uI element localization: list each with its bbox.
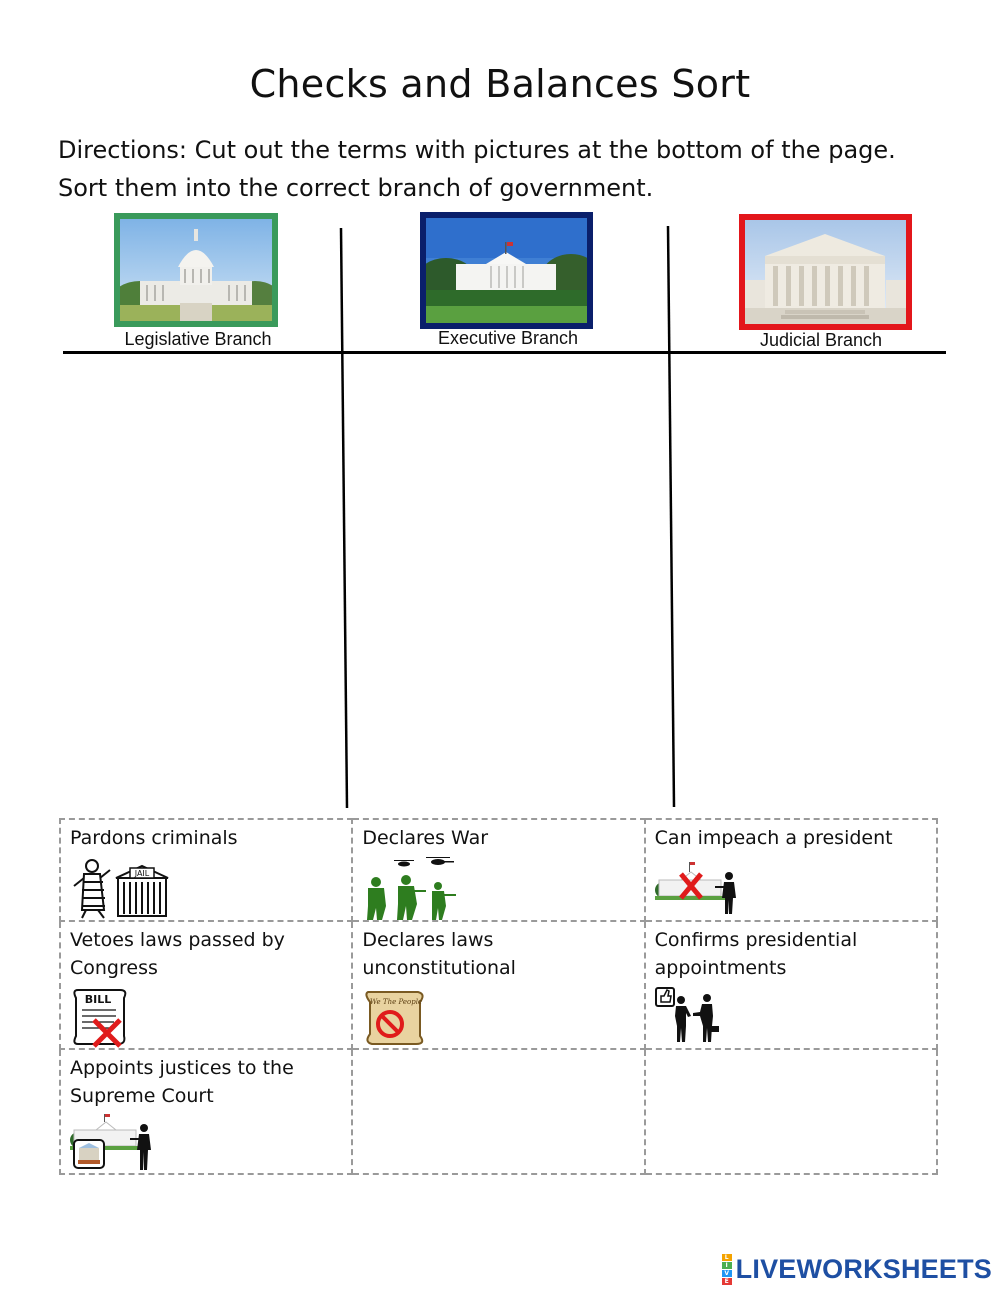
directions-line-2: Sort them into the correct branch of government. xyxy=(58,174,654,202)
white-house-court-person-icon xyxy=(70,1114,160,1172)
card-text: Vetoes laws passed by Congress xyxy=(70,929,285,979)
term-cards-grid xyxy=(59,818,938,1175)
we-the-people-text: We The People xyxy=(370,998,423,1006)
term-card[interactable] xyxy=(352,819,644,921)
legislative-branch-label: Legislative Branch xyxy=(124,329,272,349)
term-card[interactable] xyxy=(352,921,644,1049)
white-house-x-person-icon xyxy=(655,856,745,916)
directions-line-1: Directions: Cut out the terms with pictures at the bottom of the page. xyxy=(58,136,896,164)
card-text: Declares laws unconstitutional xyxy=(362,929,516,979)
term-card-empty xyxy=(352,1049,644,1174)
term-card[interactable] xyxy=(645,921,937,1049)
card-text: Pardons criminals xyxy=(70,827,238,849)
card-text: Confirms presidential appointments xyxy=(654,929,858,979)
executive-branch-label: Executive Branch xyxy=(437,328,579,348)
card-text: Declares War xyxy=(362,827,489,849)
judicial-branch-label: Judicial Branch xyxy=(759,330,883,350)
handshake-approval-icon xyxy=(655,986,725,1046)
term-card[interactable] xyxy=(60,1049,352,1174)
card-text: Can impeach a president xyxy=(654,827,893,849)
liveworksheets-logo xyxy=(722,1254,992,1284)
term-card[interactable] xyxy=(60,819,352,921)
bill-x-icon xyxy=(70,986,134,1048)
constitution-no-icon xyxy=(362,986,428,1048)
logo-text: LIVEWORKSHEETS xyxy=(735,1253,992,1284)
page-title: Checks and Balances Sort xyxy=(249,62,751,106)
soldiers-helicopters-icon xyxy=(362,856,462,920)
prisoner-jail-icon xyxy=(70,856,174,920)
term-card-empty xyxy=(645,1049,937,1174)
logo-blocks-icon: L I V E xyxy=(722,1254,732,1285)
bill-text: BILL xyxy=(84,993,112,1006)
card-text: Appoints justices to the Supreme Court xyxy=(70,1057,294,1107)
term-card[interactable] xyxy=(645,819,937,921)
jail-sign-text: JAIL xyxy=(134,869,150,878)
term-card[interactable] xyxy=(60,921,352,1049)
